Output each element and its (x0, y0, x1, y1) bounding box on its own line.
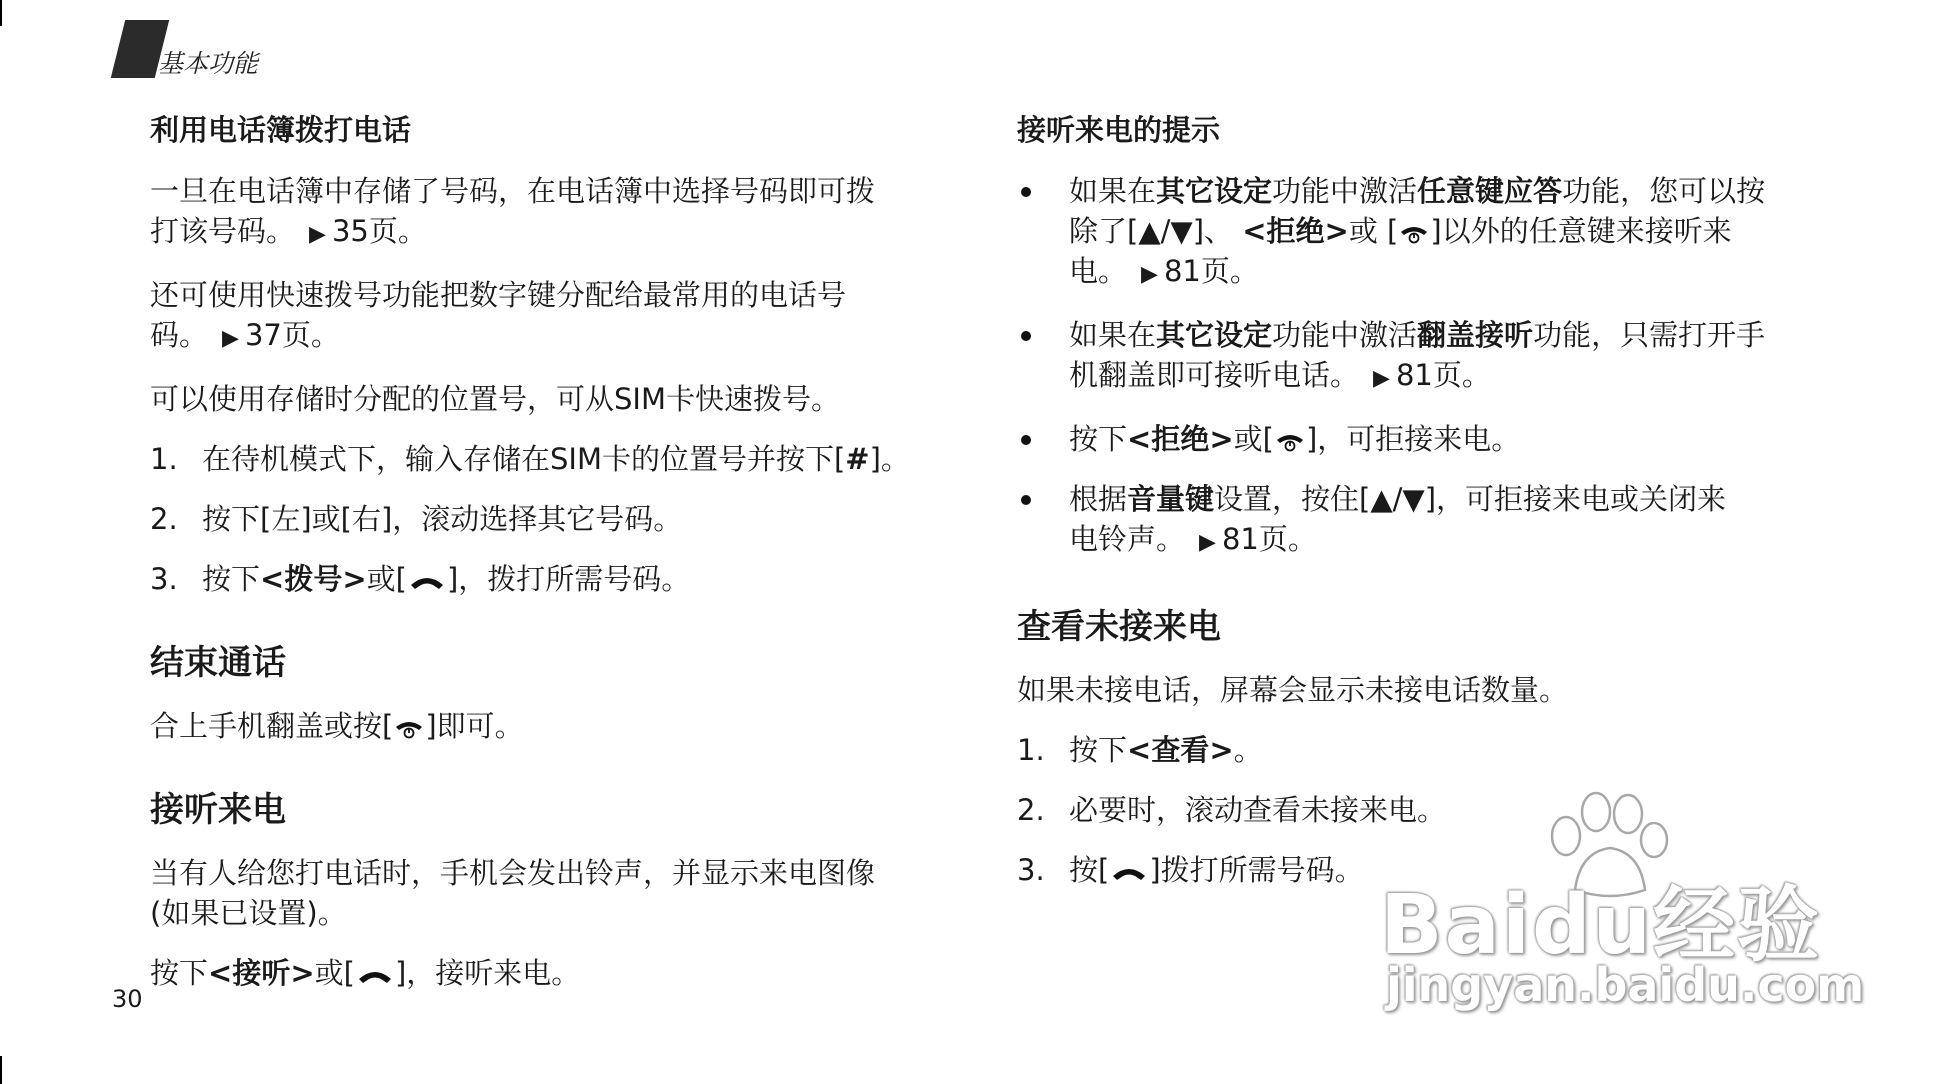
text: 根据 (1069, 482, 1128, 516)
text: 按下 (1069, 422, 1128, 456)
text: 功能，只需打开手 (1533, 318, 1766, 352)
paragraph-incoming (150, 853, 940, 933)
text: 按[ (1069, 853, 1110, 887)
section-title-answer-call: 接听来电 (150, 790, 286, 830)
step-number: 2. (1017, 793, 1045, 827)
bold-term: 其它设定 (1156, 318, 1273, 352)
list-item (1017, 419, 1817, 459)
text: 设置，按住[▲/▼]，可拒接来电或关闭来 (1214, 482, 1727, 516)
page-number: 30 (112, 985, 143, 1013)
text: ]。 (869, 442, 910, 476)
page-ref-arrow-icon: ▶ (309, 222, 326, 247)
call-key-icon (407, 569, 447, 593)
paragraph-end-call (150, 706, 940, 746)
text: 必要时，滚动查看未接来电。 (1069, 793, 1447, 827)
right-column (1017, 108, 1817, 890)
end-key-icon (1274, 429, 1306, 453)
list-item (1017, 479, 1817, 563)
text: 除了[▲/▼]、 (1069, 214, 1234, 248)
end-key-icon (393, 716, 425, 740)
softkey-label: <拒绝> (1127, 422, 1234, 456)
text: 按下 (202, 562, 261, 596)
text: 。 (1233, 733, 1263, 767)
bold-term: 翻盖接听 (1417, 318, 1534, 352)
step-number: 3. (150, 562, 178, 596)
softkey-label: <接听> (208, 956, 315, 990)
paragraph-missed: 如果未接电话，屏幕会显示未接电话数量。 (1017, 673, 1569, 707)
page-ref: 81页。 (1221, 522, 1317, 556)
text: 如果在 (1069, 174, 1157, 208)
softkey-label: <拨号> (260, 562, 367, 596)
bold-term: 音量键 (1127, 482, 1215, 516)
page-ref-arrow-icon: ▶ (1141, 262, 1158, 287)
list-item (150, 559, 940, 599)
text: 在待机模式下，输入存储在SIM卡的位置号并按下[ (202, 442, 846, 476)
bullet-icon (1021, 187, 1031, 197)
list-item (150, 439, 940, 479)
text: 还可使用快速拨号功能把数字键分配给最常用的电话号 (150, 278, 847, 312)
list-item (1017, 315, 1817, 399)
page-ref: 37页。 (244, 318, 340, 352)
bullet-icon (1021, 435, 1031, 445)
text: 或[ (1233, 422, 1274, 456)
text: ]拨打所需号码。 (1149, 853, 1364, 887)
text: ]即可。 (425, 709, 524, 743)
text: ]，接听来电。 (394, 956, 581, 990)
text: 按下[左]或[右]，滚动选择其它号码。 (202, 502, 683, 536)
paragraph-phonebook (150, 171, 940, 255)
text: 当有人给您打电话时，手机会发出铃声，并显示来电图像 (150, 856, 876, 890)
paragraph-answer (150, 953, 940, 993)
end-key-icon (1398, 221, 1430, 245)
call-key-icon (1109, 860, 1149, 884)
page-ref-arrow-icon: ▶ (1373, 366, 1390, 391)
crop-mark-top (0, 0, 2, 26)
paragraph-sim-dial: 可以使用存储时分配的位置号，可从SIM卡快速拨号。 (150, 382, 840, 416)
text: 或[ (366, 562, 407, 596)
bullet-icon (1021, 331, 1031, 341)
page-ref-arrow-icon: ▶ (222, 326, 239, 351)
text: 打该号码。 (150, 214, 296, 248)
text: 功能中激活 (1272, 174, 1418, 208)
text: 按下 (150, 956, 209, 990)
step-number: 3. (1017, 853, 1045, 887)
text: 机翻盖即可接听电话。 (1069, 358, 1360, 392)
bullet-icon (1021, 495, 1031, 505)
text: 功能中激活 (1272, 318, 1418, 352)
baidu-watermark (1380, 790, 1865, 1020)
page-ref: 35页。 (331, 214, 427, 248)
text: ]，可拒接来电。 (1305, 422, 1521, 456)
step-number: 1. (1017, 733, 1045, 767)
text: ]，拨打所需号码。 (446, 562, 691, 596)
page-ref: 81页。 (1163, 254, 1259, 288)
left-column (150, 108, 940, 993)
hash-key-icon: # (845, 442, 870, 476)
section-title-dial-from-phonebook: 利用电话簿拨打电话 (150, 113, 412, 147)
text: 或 [ (1348, 214, 1399, 248)
step-number: 2. (150, 502, 178, 536)
section-title-answer-tips: 接听来电的提示 (1017, 113, 1221, 147)
softkey-label: <查看> (1127, 733, 1234, 767)
list-item (150, 499, 940, 539)
text: 一旦在电话簿中存储了号码，在电话簿中选择号码即可拨 (150, 174, 876, 208)
page-ref: 81页。 (1395, 358, 1491, 392)
text: 电铃声。 (1069, 522, 1186, 556)
page-ref-arrow-icon: ▶ (1199, 530, 1216, 555)
step-number: 1. (150, 442, 178, 476)
bold-term: 任意键应答 (1417, 174, 1563, 208)
text: (如果已设置)。 (150, 896, 347, 930)
call-key-icon (355, 963, 395, 987)
text: 或[ (314, 956, 355, 990)
watermark-main: Baidu经验 (1380, 878, 1822, 973)
text: 码。 (150, 318, 209, 352)
section-title-end-call: 结束通话 (150, 643, 286, 683)
list-item (1017, 171, 1817, 295)
bold-term: 其它设定 (1156, 174, 1273, 208)
paragraph-speed-dial (150, 275, 940, 359)
text: 如果在 (1069, 318, 1157, 352)
text: 合上手机翻盖或按[ (150, 709, 394, 743)
text: ]以外的任意键来接听来 (1430, 214, 1732, 248)
header-title: 基本功能 (158, 49, 259, 78)
text: 功能，您可以按 (1562, 174, 1766, 208)
softkey-label: <拒绝> (1242, 214, 1349, 248)
watermark-url: jingyan.baidu.com (1386, 958, 1865, 1012)
text: 电。 (1069, 254, 1128, 288)
crop-mark-bottom (0, 1056, 2, 1084)
section-title-missed-calls: 查看未接来电 (1017, 607, 1221, 647)
list-item (1017, 730, 1817, 770)
text: 按下 (1069, 733, 1128, 767)
